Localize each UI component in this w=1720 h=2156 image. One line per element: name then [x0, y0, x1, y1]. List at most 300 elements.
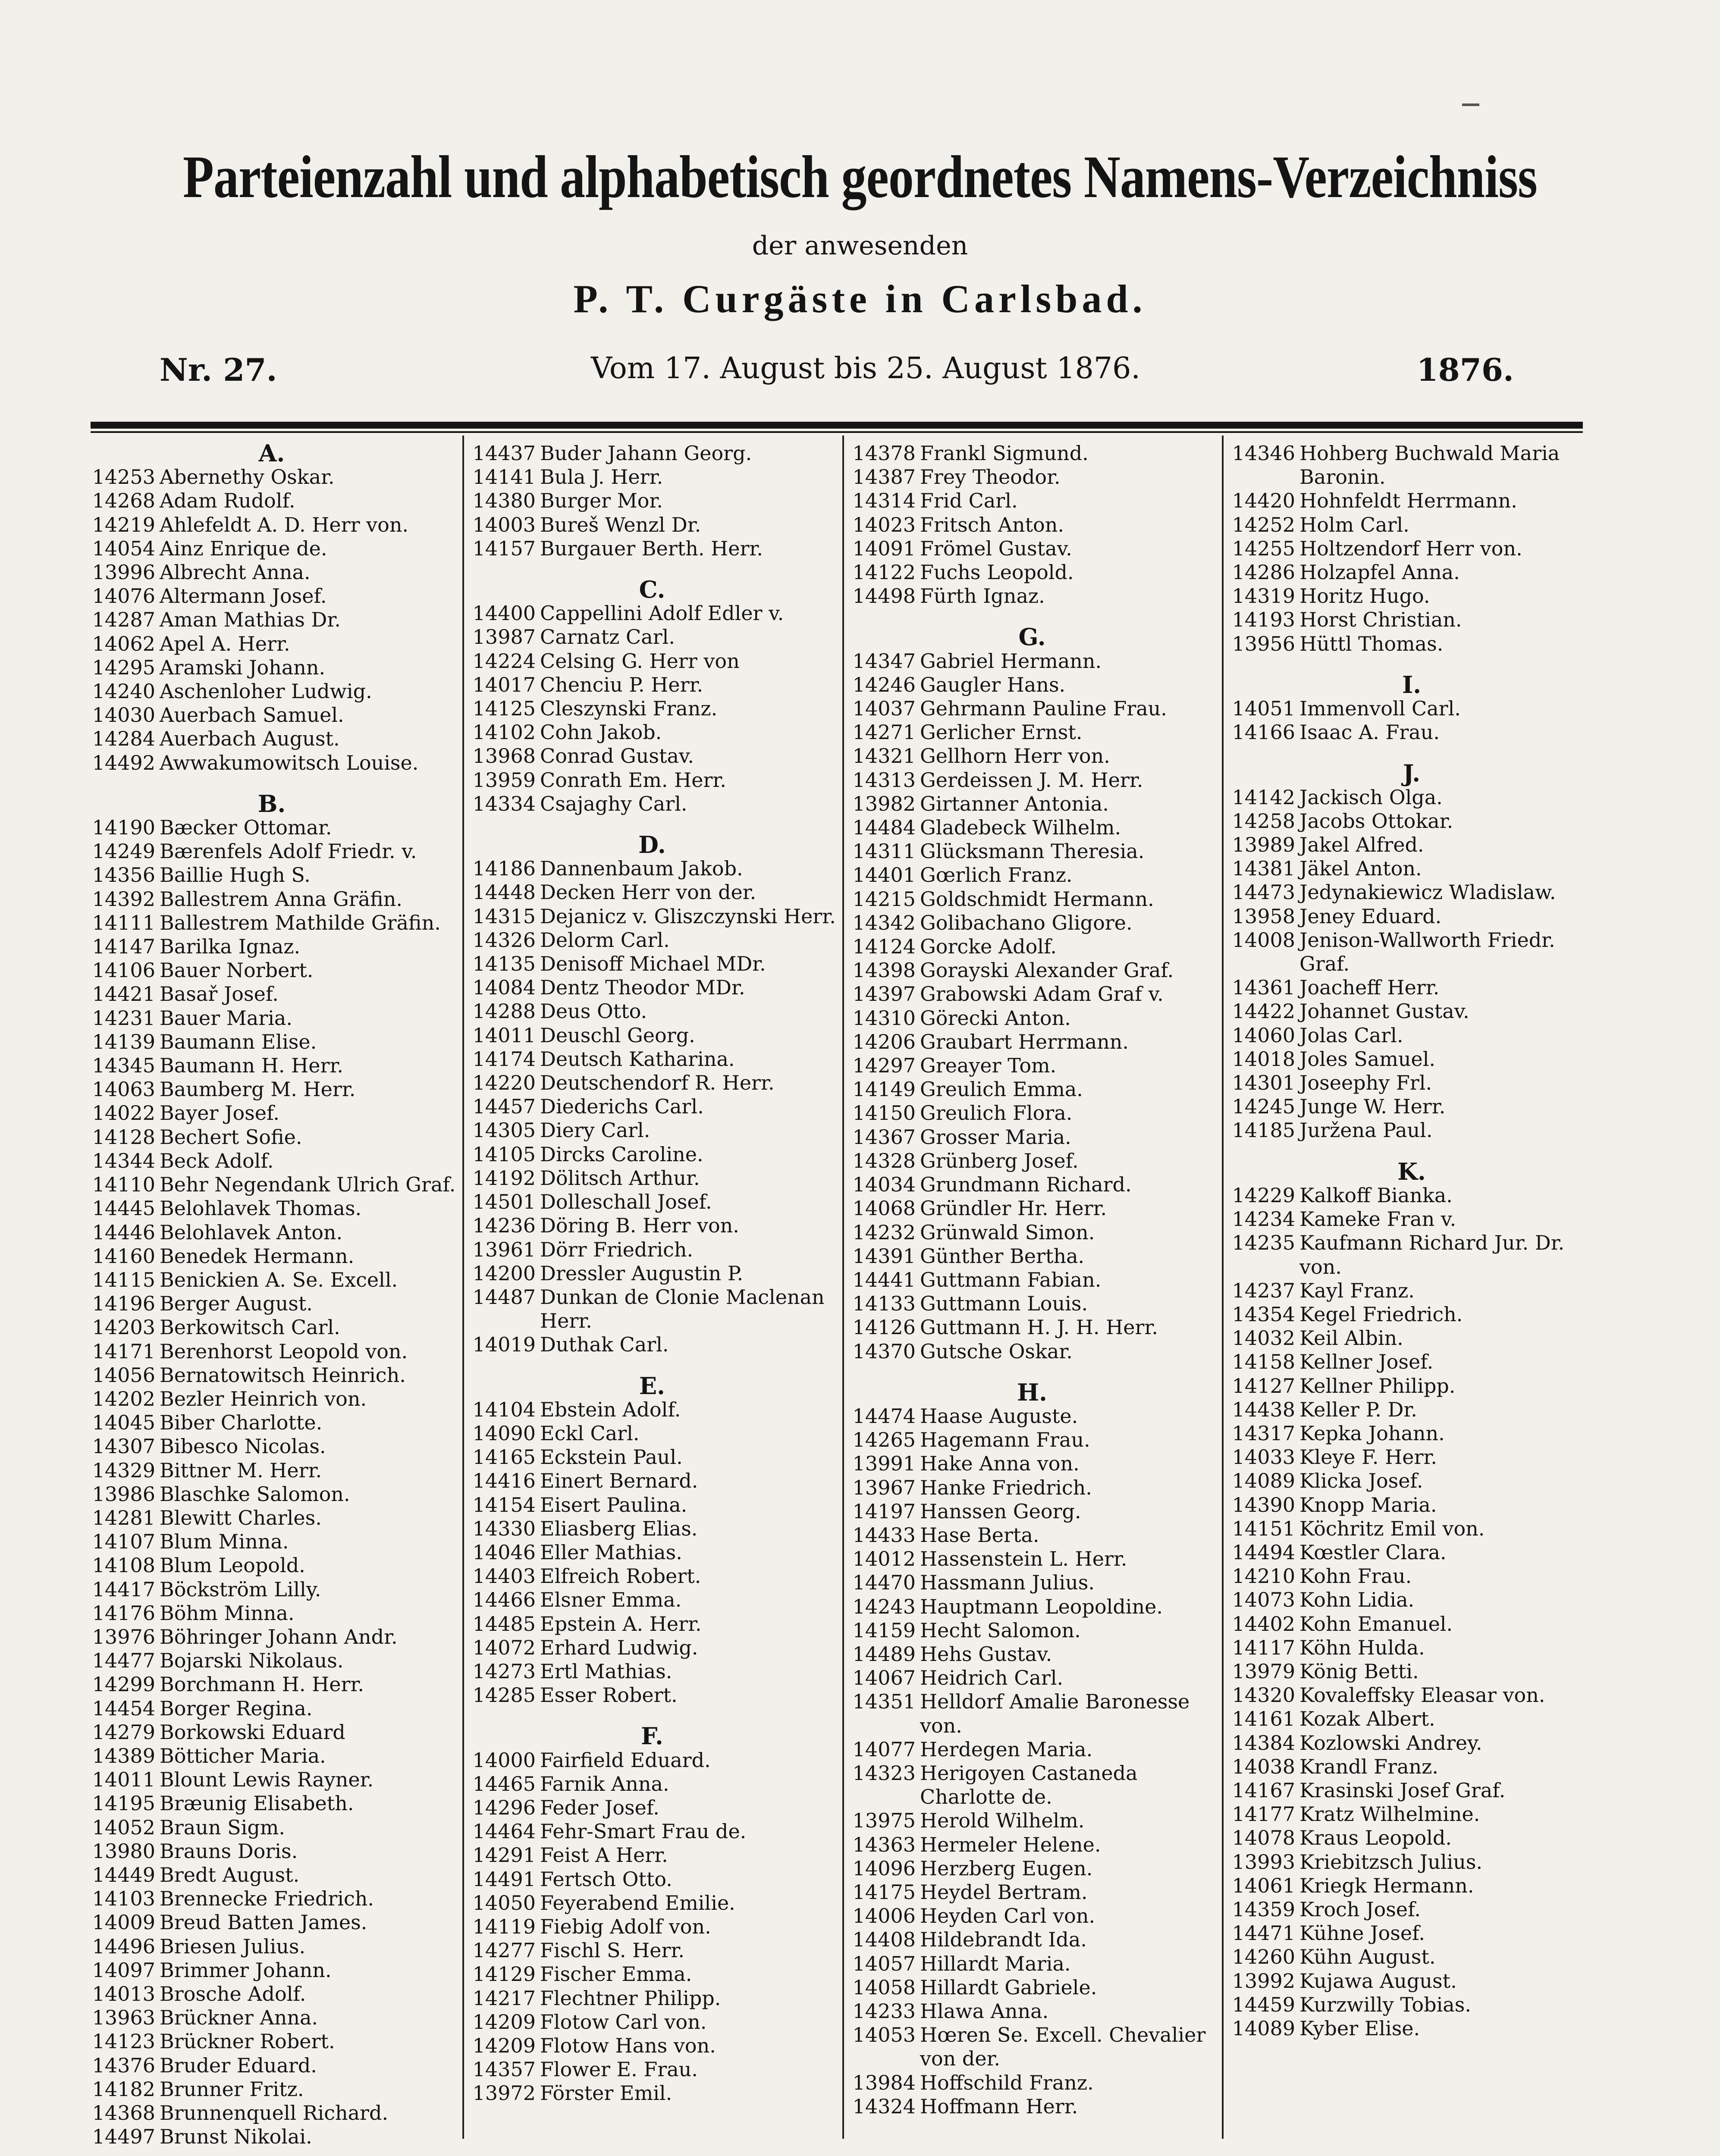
- guest-entry: [1226, 1374, 1597, 1398]
- party-number: 14073: [1232, 1588, 1295, 1612]
- party-number: 14124: [852, 935, 916, 959]
- guest-entry: [847, 1642, 1218, 1666]
- guest-name: Baillie Hugh S.: [160, 863, 311, 887]
- guest-name: Biber Charlotte.: [160, 1411, 323, 1435]
- party-number: 14381: [1232, 857, 1295, 881]
- party-number: 14378: [852, 442, 916, 465]
- guest-name: Buder Jahann Georg.: [540, 442, 752, 465]
- guest-name: Ebstein Adolf.: [540, 1398, 681, 1421]
- party-number: 14252: [1232, 513, 1295, 536]
- party-number: 14012: [852, 1547, 916, 1571]
- guest-name: Döring B. Herr von.: [540, 1214, 739, 1238]
- guest-name: Bezler Heinrich von.: [160, 1387, 367, 1410]
- guest-name: Kohn Frau.: [1299, 1564, 1412, 1588]
- guest-name: Gellhorn Herr von.: [920, 744, 1110, 768]
- party-number: 14323: [852, 1761, 916, 1785]
- party-number: 14420: [1232, 489, 1295, 513]
- guest-name: Altermann Josef.: [160, 584, 327, 608]
- guest-name: Burger Mor.: [540, 489, 663, 513]
- party-number: 14370: [852, 1339, 916, 1363]
- guest-entry: [86, 816, 457, 840]
- guest-name: Benedek Hermann.: [160, 1244, 355, 1268]
- party-number: 14052: [92, 1815, 155, 1839]
- party-number: 13979: [1232, 1659, 1295, 1683]
- guest-entry: [1226, 1755, 1597, 1779]
- guest-entry: [1226, 1445, 1597, 1469]
- party-number: 14315: [472, 904, 536, 928]
- guest-entry: [86, 1387, 457, 1411]
- guest-entry: [1226, 697, 1597, 721]
- guest-entry: [86, 632, 457, 656]
- party-number: 14310: [852, 1006, 916, 1030]
- guest-entry: [467, 1000, 838, 1023]
- guest-entry: [86, 489, 457, 513]
- name-column-2: [467, 442, 838, 2106]
- guest-entry: [86, 1340, 457, 1363]
- party-number: 14380: [472, 489, 536, 513]
- guest-entry: [847, 935, 1218, 959]
- party-number: 14091: [852, 536, 916, 560]
- guest-name: Duthak Carl.: [540, 1333, 669, 1357]
- party-number: 14011: [472, 1023, 536, 1047]
- party-number: 14334: [472, 792, 536, 815]
- party-number: 14231: [92, 1006, 155, 1030]
- party-number: 14301: [1232, 1071, 1295, 1095]
- guest-entry: [467, 2034, 838, 2058]
- guest-entry: [847, 1690, 1218, 1737]
- guest-name: Jakel Alfred.: [1299, 833, 1424, 857]
- party-number: 14297: [852, 1054, 916, 1078]
- guest-entry: [847, 768, 1218, 792]
- party-number: 14154: [472, 1493, 536, 1517]
- guest-entry: [86, 1292, 457, 1316]
- guest-name: Bojarski Nikolaus.: [160, 1649, 344, 1673]
- party-number: 14067: [852, 1666, 916, 1690]
- party-number: 14384: [1232, 1731, 1295, 1755]
- guest-entry: [86, 703, 457, 727]
- party-number: 14232: [852, 1220, 916, 1244]
- guest-name: Flower E. Frau.: [540, 2058, 698, 2081]
- guest-entry: [467, 1796, 838, 1820]
- guest-name: Gründler Hr. Herr.: [920, 1197, 1107, 1220]
- guest-name: Horitz Hugo.: [1299, 584, 1430, 608]
- guest-name: Borkowski Eduard: [160, 1720, 345, 1744]
- guest-name: Hecht Salomon.: [920, 1618, 1081, 1642]
- guest-entry: [847, 489, 1218, 513]
- guest-name: Kriebitzsch Julius.: [1299, 1850, 1483, 1874]
- guest-name: Görecki Anton.: [920, 1006, 1071, 1030]
- guest-entry: [86, 1887, 457, 1911]
- guest-name: Immenvoll Carl.: [1299, 697, 1461, 721]
- party-number: 14466: [472, 1588, 536, 1612]
- party-number: 14089: [1232, 1469, 1295, 1493]
- guest-entry: [86, 1363, 457, 1387]
- party-number: 14219: [92, 513, 155, 536]
- guest-entry: [467, 1262, 838, 1285]
- guest-entry: [1226, 786, 1597, 809]
- guest-entry: [847, 513, 1218, 537]
- party-number: 14459: [1232, 1993, 1295, 2016]
- guest-entry: [467, 1095, 838, 1119]
- guest-name: Kraus Leopold.: [1299, 1826, 1452, 1850]
- guest-name: Feyerabend Emilie.: [540, 1891, 735, 1915]
- guest-name: Bræunig Elisabeth.: [160, 1792, 354, 1815]
- guest-name: Johannet Gustav.: [1299, 1000, 1469, 1023]
- guest-name: Eliasberg Elias.: [540, 1517, 698, 1540]
- party-number: 14000: [472, 1748, 536, 1772]
- guest-entry: [86, 863, 457, 887]
- guest-name: Brosche Adolf.: [160, 1982, 306, 2006]
- guest-entry: [1226, 584, 1597, 608]
- guest-name: Hlawa Anna.: [920, 1999, 1049, 2023]
- party-number: 14133: [852, 1292, 916, 1316]
- party-number: 14320: [1232, 1683, 1295, 1707]
- guest-name: Günther Bertha.: [920, 1244, 1085, 1268]
- party-number: 14096: [852, 1856, 916, 1880]
- guest-name: Förster Emil.: [540, 2081, 672, 2105]
- party-number: 14367: [852, 1125, 916, 1149]
- party-number: 13976: [92, 1625, 155, 1648]
- guest-name: Dejanicz v. Gliszczynski Herr.: [540, 904, 836, 928]
- party-number: 14177: [1232, 1802, 1295, 1826]
- guest-entry: [467, 513, 838, 537]
- guest-name: Baumann H. Herr.: [160, 1054, 344, 1078]
- guest-entry: [1226, 1802, 1597, 1826]
- guest-entry: [847, 1452, 1218, 1476]
- guest-name: Braun Sigm.: [160, 1815, 286, 1839]
- guest-name: Brennecke Friedrich.: [160, 1887, 374, 1911]
- guest-entry: [1226, 1207, 1597, 1231]
- guest-name: Bernatowitsch Heinrich.: [160, 1363, 406, 1387]
- guest-entry: [847, 1619, 1218, 1642]
- party-number: 14018: [1232, 1047, 1295, 1071]
- party-number: 14125: [472, 697, 536, 721]
- guest-entry: [86, 1459, 457, 1482]
- section-letter: D.: [638, 831, 666, 859]
- guest-name: Bruder Eduard.: [160, 2053, 317, 2077]
- party-number: 14314: [852, 489, 916, 513]
- guest-entry: [86, 1601, 457, 1625]
- guest-name: Brückner Robert.: [160, 2030, 335, 2053]
- party-number: 14105: [472, 1142, 536, 1166]
- guest-entry: [847, 1500, 1218, 1523]
- guest-name: Bula J. Herr.: [540, 465, 663, 489]
- party-number: 14273: [472, 1659, 536, 1683]
- party-number: 14122: [852, 561, 916, 584]
- guest-entry: [1226, 809, 1597, 833]
- guest-entry: [1226, 1969, 1597, 1993]
- guest-name: Apel A. Herr.: [160, 632, 290, 655]
- guest-name: Brunst Nikolai.: [160, 2125, 312, 2149]
- guest-name: Glücksmann Theresia.: [920, 840, 1145, 863]
- party-number: 14319: [1232, 584, 1295, 608]
- guest-name: Dannenbaum Jakob.: [540, 857, 743, 881]
- party-number: 14346: [1232, 442, 1295, 465]
- guest-name: Dörr Friedrich.: [540, 1238, 694, 1261]
- guest-name: Bötticher Maria.: [160, 1744, 326, 1767]
- guest-name: Kyber Elise.: [1299, 2017, 1420, 2040]
- guest-entry: [86, 751, 457, 775]
- guest-entry: [847, 2095, 1218, 2118]
- guest-entry: [1226, 1779, 1597, 1802]
- guest-entry: [467, 1517, 838, 1541]
- guest-name: Abernethy Oskar.: [160, 465, 335, 489]
- party-number: 14058: [852, 1975, 916, 1999]
- guest-name: Joacheff Herr.: [1299, 976, 1440, 1000]
- party-number: 14233: [852, 1999, 916, 2023]
- guest-entry: [1226, 1184, 1597, 1207]
- guest-name: Esser Robert.: [540, 1683, 678, 1707]
- issue-number: Nr. 27.: [160, 351, 277, 388]
- party-number: 14236: [472, 1214, 536, 1238]
- guest-name: Aramski Johann.: [160, 655, 326, 679]
- party-number: 14195: [92, 1792, 155, 1815]
- guest-name: Gehrmann Pauline Frau.: [920, 697, 1167, 721]
- party-number: 14492: [92, 751, 155, 774]
- guest-name: Jenison-Wallworth Friedr. Graf.: [1299, 928, 1555, 976]
- party-number: 14376: [92, 2053, 155, 2077]
- party-number: 14200: [472, 1261, 536, 1285]
- party-number: 14115: [92, 1268, 155, 1291]
- party-number: 14347: [852, 649, 916, 673]
- party-number: 14489: [852, 1642, 916, 1666]
- party-number: 14392: [92, 887, 155, 911]
- guest-name: Gabriel Hermann.: [920, 649, 1102, 673]
- guest-entry: [847, 1476, 1218, 1500]
- guest-name: Blaschke Salomon.: [160, 1482, 350, 1506]
- guest-entry: [86, 1530, 457, 1554]
- party-number: 13992: [1232, 1969, 1295, 1993]
- guest-name: Golibachano Gligore.: [920, 911, 1133, 934]
- guest-name: Borchmann H. Herr.: [160, 1673, 364, 1696]
- guest-entry: [847, 1125, 1218, 1149]
- guest-name: Cleszynski Franz.: [540, 697, 718, 721]
- party-number: 14077: [852, 1737, 916, 1761]
- party-number: 14076: [92, 584, 155, 608]
- guest-entry: [86, 1101, 457, 1125]
- guest-name: Kayl Franz.: [1299, 1279, 1415, 1302]
- guest-name: Eckstein Paul.: [540, 1445, 683, 1469]
- guest-name: Hassenstein L. Herr.: [920, 1547, 1127, 1571]
- guest-name: Berger August.: [160, 1292, 313, 1316]
- guest-entry: [1226, 1517, 1597, 1541]
- guest-entry: [1226, 537, 1597, 561]
- party-number: 14265: [852, 1428, 916, 1452]
- guest-name: Kühne Josef.: [1299, 1921, 1425, 1945]
- party-number: 14117: [1232, 1636, 1295, 1659]
- guest-entry: [86, 1316, 457, 1339]
- guest-entry: [86, 1792, 457, 1815]
- guest-entry: [467, 442, 838, 465]
- party-number: 14487: [472, 1285, 536, 1309]
- party-number: 14017: [472, 673, 536, 696]
- guest-entry: [1226, 442, 1597, 489]
- guest-entry: [467, 1772, 838, 1796]
- guest-entry: [467, 857, 838, 881]
- guest-name: Kegel Friedrich.: [1299, 1302, 1463, 1326]
- guest-name: Barilka Ignaz.: [160, 935, 301, 959]
- guest-entry: [847, 1547, 1218, 1571]
- guest-entry: [86, 2101, 457, 2125]
- guest-entry: [1226, 1731, 1597, 1755]
- guest-name: Joles Samuel.: [1299, 1047, 1436, 1071]
- guest-entry: [847, 2023, 1218, 2071]
- guest-name: Isaac A. Frau.: [1299, 721, 1440, 744]
- party-number: 14019: [472, 1333, 536, 1357]
- party-number: 14448: [472, 881, 536, 904]
- guest-entry: [467, 1119, 838, 1142]
- guest-name: Holzapfel Anna.: [1299, 561, 1460, 584]
- party-number: 14437: [472, 442, 536, 465]
- party-number: 14288: [472, 1000, 536, 1023]
- guest-entry: [847, 744, 1218, 768]
- guest-entry: [86, 1673, 457, 1696]
- party-number: 14485: [472, 1612, 536, 1636]
- guest-name: Gerlicher Ernst.: [920, 721, 1083, 744]
- guest-entry: [86, 1578, 457, 1601]
- guest-entry: [1226, 1993, 1597, 2017]
- guest-entry: [1226, 561, 1597, 584]
- party-number: 14422: [1232, 1000, 1295, 1023]
- party-number: 13991: [852, 1452, 916, 1476]
- party-number: 14357: [472, 2058, 536, 2081]
- guest-entry: [1226, 608, 1597, 632]
- party-number: 14110: [92, 1173, 155, 1197]
- guest-entry: [847, 1976, 1218, 1999]
- guest-entry: [847, 1197, 1218, 1220]
- guest-name: Fehr-Smart Frau de.: [540, 1820, 747, 1843]
- party-number: 14108: [92, 1554, 155, 1577]
- guest-entry: [847, 442, 1218, 465]
- party-number: 14446: [92, 1220, 155, 1244]
- guest-name: Jäkel Anton.: [1299, 857, 1422, 881]
- guest-entry: [1226, 1000, 1597, 1023]
- guest-name: Awwakumowitsch Louise.: [160, 751, 419, 774]
- party-number: 14484: [852, 816, 916, 840]
- party-number: 14157: [472, 536, 536, 560]
- guest-entry: [1226, 1564, 1597, 1588]
- guest-name: Fischer Emma.: [540, 1962, 692, 1986]
- guest-entry: [467, 1422, 838, 1445]
- party-number: 14102: [472, 721, 536, 744]
- party-number: 14197: [852, 1499, 916, 1523]
- party-number: 14245: [1232, 1095, 1295, 1119]
- guest-entry: [86, 2125, 457, 2149]
- guest-entry: [86, 1720, 457, 1744]
- guest-entry: [86, 1244, 457, 1268]
- party-number: 14474: [852, 1404, 916, 1428]
- guest-name: Bredt August.: [160, 1863, 300, 1887]
- guest-name: Blewitt Charles.: [160, 1506, 322, 1529]
- party-number: 14363: [852, 1833, 916, 1856]
- party-number: 14255: [1232, 536, 1295, 560]
- guest-name: Fuchs Leopold.: [920, 561, 1074, 584]
- guest-name: Fritsch Anton.: [920, 513, 1064, 536]
- guest-name: Kalkoff Bianka.: [1299, 1183, 1453, 1207]
- guest-name: Kujawa August.: [1299, 1969, 1457, 1993]
- guest-entry: [86, 513, 457, 537]
- guest-entry: [86, 1006, 457, 1030]
- guest-entry: [467, 1047, 838, 1071]
- guest-entry: [467, 1214, 838, 1238]
- party-number: 14391: [852, 1244, 916, 1268]
- guest-name: Bibesco Nicolas.: [160, 1435, 326, 1458]
- guest-entry: [1226, 1683, 1597, 1707]
- party-number: 14330: [472, 1517, 536, 1540]
- guest-name: Brimmer Johann.: [160, 1958, 332, 1982]
- party-number: 14449: [92, 1863, 155, 1887]
- guest-entry: [467, 905, 838, 928]
- guest-name: Bauer Maria.: [160, 1006, 292, 1030]
- party-number: 14465: [472, 1772, 536, 1796]
- party-number: 14126: [852, 1316, 916, 1339]
- party-number: 14311: [852, 840, 916, 863]
- guest-name: Eller Mathias.: [540, 1540, 682, 1564]
- guest-name: Cappellini Adolf Edler v.: [540, 602, 784, 625]
- guest-name: Blum Minna.: [160, 1530, 289, 1554]
- party-number: 14389: [92, 1744, 155, 1767]
- guest-entry: [1226, 1303, 1597, 1326]
- guest-name: Kurzwilly Tobias.: [1299, 1993, 1471, 2016]
- guest-entry: [847, 1173, 1218, 1197]
- party-number: 13967: [852, 1476, 916, 1499]
- party-number: 14354: [1232, 1302, 1295, 1326]
- party-number: 13956: [1232, 632, 1295, 655]
- guest-entry: [847, 1857, 1218, 1880]
- guest-name: Köchritz Emil von.: [1299, 1517, 1485, 1540]
- party-number: 14215: [852, 887, 916, 911]
- guest-name: Haase Auguste.: [920, 1404, 1078, 1428]
- guest-name: Celsing G. Herr von: [540, 649, 740, 673]
- guest-entry: [467, 537, 838, 561]
- guest-name: Belohlavek Thomas.: [160, 1197, 362, 1220]
- guest-name: Fairfield Eduard.: [540, 1748, 711, 1772]
- party-number: 14284: [92, 727, 155, 751]
- party-number: 14397: [852, 982, 916, 1006]
- guest-name: Kühn August.: [1299, 1945, 1436, 1969]
- guest-entry: [847, 840, 1218, 863]
- guest-name: Guttmann Fabian.: [920, 1268, 1102, 1291]
- guest-entry: [847, 887, 1218, 911]
- party-number: 14038: [1232, 1755, 1295, 1778]
- guest-name: Briesen Julius.: [160, 1934, 306, 1958]
- party-number: 14141: [472, 465, 536, 489]
- guest-entry: [847, 816, 1218, 840]
- guest-name: Jolas Carl.: [1299, 1023, 1403, 1047]
- guest-name: Flotow Carl von.: [540, 2010, 707, 2034]
- guest-entry: [467, 792, 838, 816]
- section-letter: A.: [258, 439, 285, 467]
- party-number: 14072: [472, 1636, 536, 1659]
- section-letter: C.: [639, 576, 665, 604]
- guest-entry: [86, 1173, 457, 1197]
- party-number: 13958: [1232, 904, 1295, 928]
- guest-entry: [1226, 928, 1597, 976]
- guest-name: Goldschmidt Hermann.: [920, 887, 1154, 911]
- party-number: 14359: [1232, 1897, 1295, 1921]
- guest-name: Basař Josef.: [160, 982, 279, 1006]
- page-subtitle: der anwesenden: [752, 231, 968, 261]
- guest-name: Fertsch Otto.: [540, 1867, 672, 1891]
- guest-name: Jedynakiewicz Wladislaw.: [1299, 881, 1556, 904]
- guest-name: Kellner Philipp.: [1299, 1374, 1456, 1398]
- party-number: 14321: [852, 744, 916, 768]
- guest-entry: [847, 1428, 1218, 1452]
- guest-name: Greulich Emma.: [920, 1078, 1083, 1101]
- guest-entry: [1226, 513, 1597, 537]
- guest-name: Holtzendorf Herr von.: [1299, 536, 1522, 560]
- guest-entry: [86, 1125, 457, 1149]
